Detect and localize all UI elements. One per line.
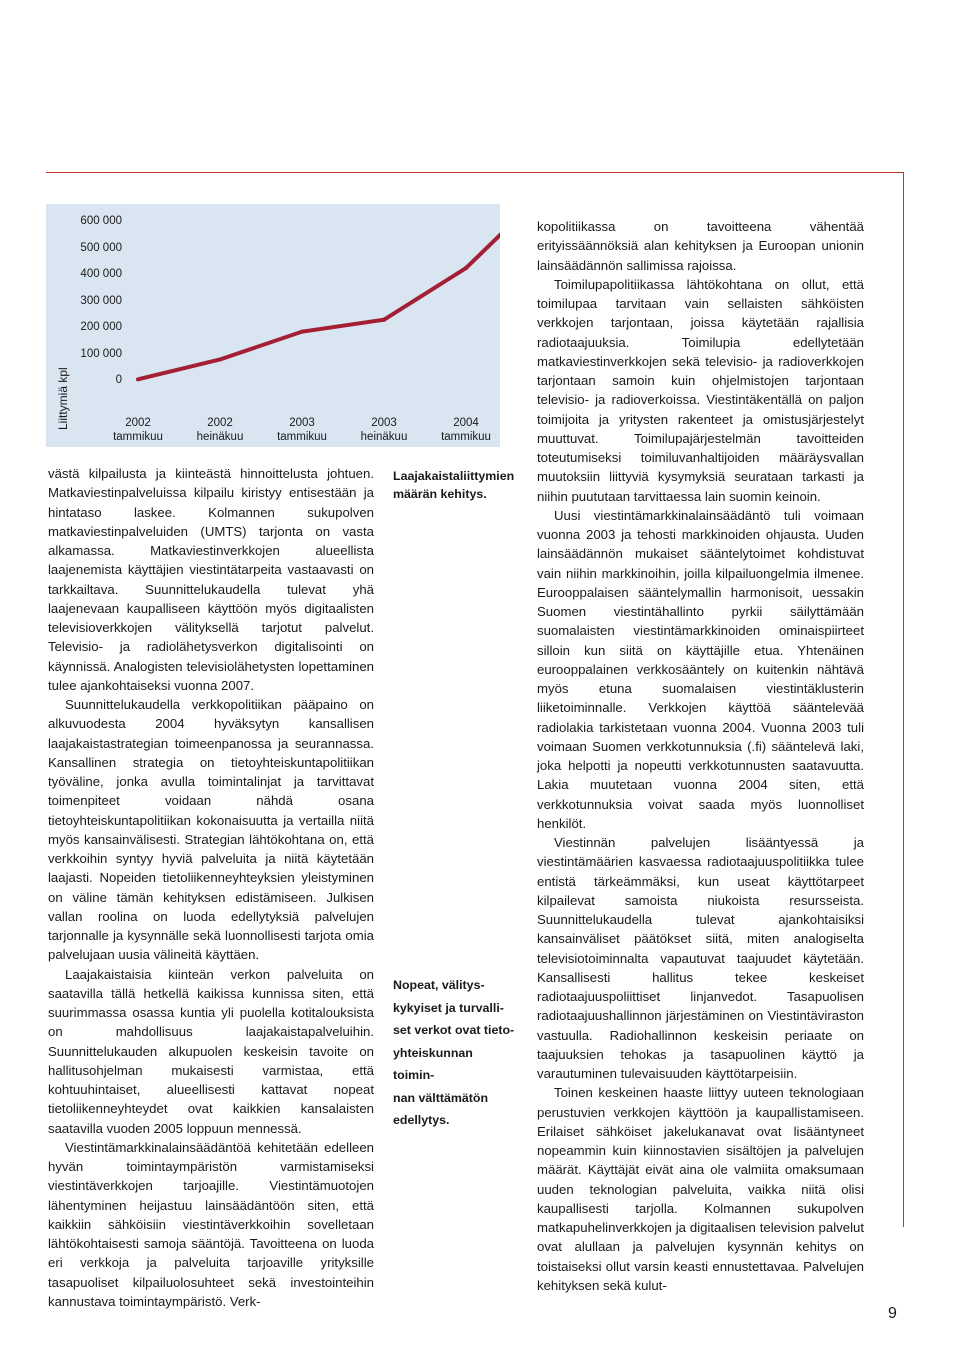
x-tick-label xyxy=(344,416,424,444)
series-line xyxy=(138,224,500,379)
x-tick-month: heinäkuu xyxy=(360,431,408,443)
y-tick-label: 200 000 xyxy=(80,321,122,333)
x-tick-month: tammikuu xyxy=(277,431,327,443)
paragraph: kopolitiikassa on tavoitteena vähentää erityissäännöksiä alan kehityksen ja Euroopan unionin lainsäädännön sallimissa rajoissa. xyxy=(537,219,864,273)
x-tick-month: tammikuu xyxy=(441,431,491,443)
y-tick-label: 0 xyxy=(115,374,122,386)
paragraph: Viestintämarkkinalainsäädäntöä kehitetään edelleen hyvän toimintaympäristön varmistamiseksi viestintäverkkojen tarjoajille. Viestintämuotojen lähentyminen heijastuu lainsäädäntöön siten, että kaikkiin sähköisiin viestintäverkkoihin sovelletaan lähtökohtaisesti samoja sääntöjä. Tavoitteena on luoda eri verkkoja ja palveluita tarjoaville yrityksille tasapuoliset kilpailuolosuhteet sekä investointeihin kannustava toimintaympäristö. Verk- xyxy=(48,1139,374,1309)
pull-quote-line: Nopeat, välitys- xyxy=(393,978,485,992)
y-tick-label: 400 000 xyxy=(80,268,122,280)
page-number: 9 xyxy=(888,1305,897,1322)
x-tick-month: heinäkuu xyxy=(196,431,244,443)
y-tick-label: 500 000 xyxy=(80,241,122,254)
pull-quote-line: nan välttämätön xyxy=(393,1090,489,1105)
x-tick-month: tammikuu xyxy=(113,431,163,443)
y-tick-label: 100 000 xyxy=(80,347,122,360)
paragraph: Toimilupapolitiikassa lähtökohtana on ollut, että toimilupaa tarvitaan vain sellaisten sähköisten verkkojen tarjontaan, joissa käytetään rajallisia radiotaajuuksia. Toimilupia edellytetään matkaviestinverkkojen sekä televisio- ja radioverkkojen tarjontaan samoin kuin ohjelmistojen tarjontaan televisio- ja radioverkoissa. Viestintäkentällä on paljon toimijoita ja yritysten rakenteet ja omistusjärjestelyt muuttuvat. Toimilupajärjestelmän tavoitteiden toteutumiseksi toimiluvanhaltijoiden määräysvallan muutoksiin liittyviä kysymyksiä seurataan tarkasti ja niihin puututaan tarvittaessa lain suomin keinoin. xyxy=(537,276,864,504)
paragraph: Toinen keskeinen haaste liittyy uuteen teknologiaan perustuvien verkkojen käyttöön ja kaupallistamiseen. Erilaiset sähköiset jakelukanavat ovat lisääntyneet nopeammin kuin kiinnostavien sisältöjen ja palvelujen määrät. Käyttäjät eivät aina ole valmiita omaksumaan uuden teknologian palveluita, vaikka niitä olisi kaupallisesti tarjolla. Kolmannen sukupolven matkapuhelinverkkojen ja digitaalisen television palvelut ovat alullaan ja palvelujen kysynnän kehitys on toistaiseksi ollut varsin keasti ennustettavaa. Palvelujen kehityksen sekä kulut- xyxy=(537,1085,864,1293)
data-point xyxy=(382,318,386,322)
x-tick-label xyxy=(262,416,342,444)
paragraph: västä kilpailusta ja kiinteästä hinnoittelusta johtuen. Matkaviestinpalveluissa kilpailu kiristyy entisestään ja hintataso laskee. Kolmannen sukupolven matkaviestinpalveluiden (UMTS) tarjonta on vasta alkamassa. Matkaviestinverkkojen alueellista laajenemista käyttäjien viestintätarpeita vastaavasti on tarkkailtava. Suunnittelukaudella tulevat yhä laajenevaan kaupalliseen käyttöön myös digitaalisten televisioverkkojen välityksellä tarjotut palvelut. Televisio- ja radiolähetysverkon digitalisointi on käynnissä. Analogisten televisiolähetysten lopettaminen tulee ajankohtaiseksi vuonna 2007. xyxy=(48,466,374,693)
right-text-column xyxy=(537,217,864,1295)
paragraph: Uusi viestintämarkkinalainsäädäntö tuli voimaan vuonna 2003 ja tehosti markkinoiden ohjausta. Uuden lainsäädännön mukaiset sääntelytoimet kohdistuvat vain niihin markkinoihin, joilla kilpailuongelmia ilmenee. Eurooppalaisen sääntelymallin harmonisoit, uessakin Suomen viestintähallinto pyrkii säilyttämään suomalaisten viestintämarkkinoiden ominaispiirteet silloin kun siitä on käyttäjille etua. Yhtenäinen eurooppalainen verkkosääntely on kuitenkin nähtävä myös etuna suomalaisen viestintäklusterin liiketoiminnalle. Verkkojen käyttöä sääntelevää radiolakia tarkistetaan vuonna 2004. Vuonna 2003 tuli voimaan Suomen verkkotunnuksia (.fi) sääntelevä laki, joka helpotti ja nopeutti verkkotunnusten saatavuutta. Lakia muutetaan vuonna 2004 siten, että verkkotunnuksia voivat saada myös luonnolliset henkilöt. xyxy=(537,507,864,831)
x-tick-year: 2002 xyxy=(207,417,233,429)
frame-top-rule xyxy=(46,172,904,173)
x-tick-label xyxy=(98,416,178,444)
pull-quote-line: set verkot ovat tieto- xyxy=(393,1023,515,1037)
x-tick-year: 2003 xyxy=(289,417,315,429)
frame-right-rule xyxy=(903,172,904,1227)
y-tick-label: 600 000 xyxy=(80,215,122,227)
chart-caption: Laajakaistaliittymien määrän kehitys. xyxy=(393,469,515,501)
data-point xyxy=(464,266,468,270)
y-axis-ticks xyxy=(70,208,122,428)
x-tick-year: 2004 xyxy=(453,417,479,429)
paragraph: Laajakaistaisia kiinteän verkon palveluita on saatavilla tällä hetkellä kaikissa kunnissa siten, että suurimmassa osassa kuntia yli puolella kotitalouksista on mahdollisuus laajakaistapalveluihin. Suunnittelukauden alkupuolen keskeisin tavoite on hallitusohjelman mukaisesti varmistaa, että kohtuuhintaiset, alueellisesti kattavat nopeat tietoliikenneyhteydet ovat kaikkien kansalaisten saatavilla vuoden 2005 loppuun mennessä. xyxy=(48,966,374,1136)
x-tick-label xyxy=(180,416,260,444)
pull-quote-line: edellytys. xyxy=(393,1113,450,1127)
data-point xyxy=(136,377,140,381)
y-axis-label: Liittymiä kpl xyxy=(56,367,70,430)
paragraph: Viestinnän palvelujen lisääntyessä ja viestintämäärien kasvaessa radiotaajuuspolitiikka tulee entistä tärkeämmäksi, kun useat käyttötarpeet kilpailevat samoista niukoista resursseista. Suunnittelukaudella tulevat ajankohtaisiksi kansainväliset päätökset siitä, miten analogiselta televisiotoiminnalta vapautuvat taajuudet käytetään. Kansallisesti hallitus tekee keskeiset radiotaajuuspoliittiset linjanvedot. Tasapuolisen radiotaajuushallinnon järjestäminen on Viestintäviraston vastuulla. Radiohallinnon keskeisin periaate on taajuuksien tehokas ja tasapuolinen käyttö ja varautuminen tulevaisuuden käyttötarpeisiin. xyxy=(537,835,864,1081)
paragraph: Suunnittelukaudella verkkopolitiikan pääpaino on alkuvuodesta 2004 hyväksytyn kansallisen laajakaistastrategian toimeenpanossa ja seurannassa. Kansallinen strategia on tietoyhteiskuntapolitiikan työväline, jonka avulla toimintalinjat ja tarvittavat toimenpiteet voidaan nähdä osana tietoyhteiskuntapolitiikan kokonaisuutta ja vertailla niitä myös kansainvälisesti. Strategian lähtökohtana on, että verkkoihin syntyy hyviä palveluita ja niitä käytetään laajasti. Nopeiden tietoliikenneyhteyksien yleistyminen on väline tämän kehityksen edistämiseen. Julkisen vallan roolina on luoda edellytyksiä palvelujen tarjonnalle ja kysynnälle sekä luonnollisesti tarjota omia palvelujaan uusia välineitä käyttäen. xyxy=(48,697,374,963)
x-tick-year: 2002 xyxy=(125,417,151,429)
left-text-column xyxy=(48,464,374,1311)
x-tick-label xyxy=(426,416,506,444)
pull-quote xyxy=(393,974,517,1132)
data-point xyxy=(218,357,222,361)
x-tick-year: 2003 xyxy=(371,417,397,429)
pull-quote-line: yhteiskunnan toimin- xyxy=(393,1045,473,1082)
y-tick-label: 300 000 xyxy=(80,294,122,307)
pull-quote-line: kykyiset ja turvalli- xyxy=(393,1000,504,1015)
data-point xyxy=(300,330,304,334)
